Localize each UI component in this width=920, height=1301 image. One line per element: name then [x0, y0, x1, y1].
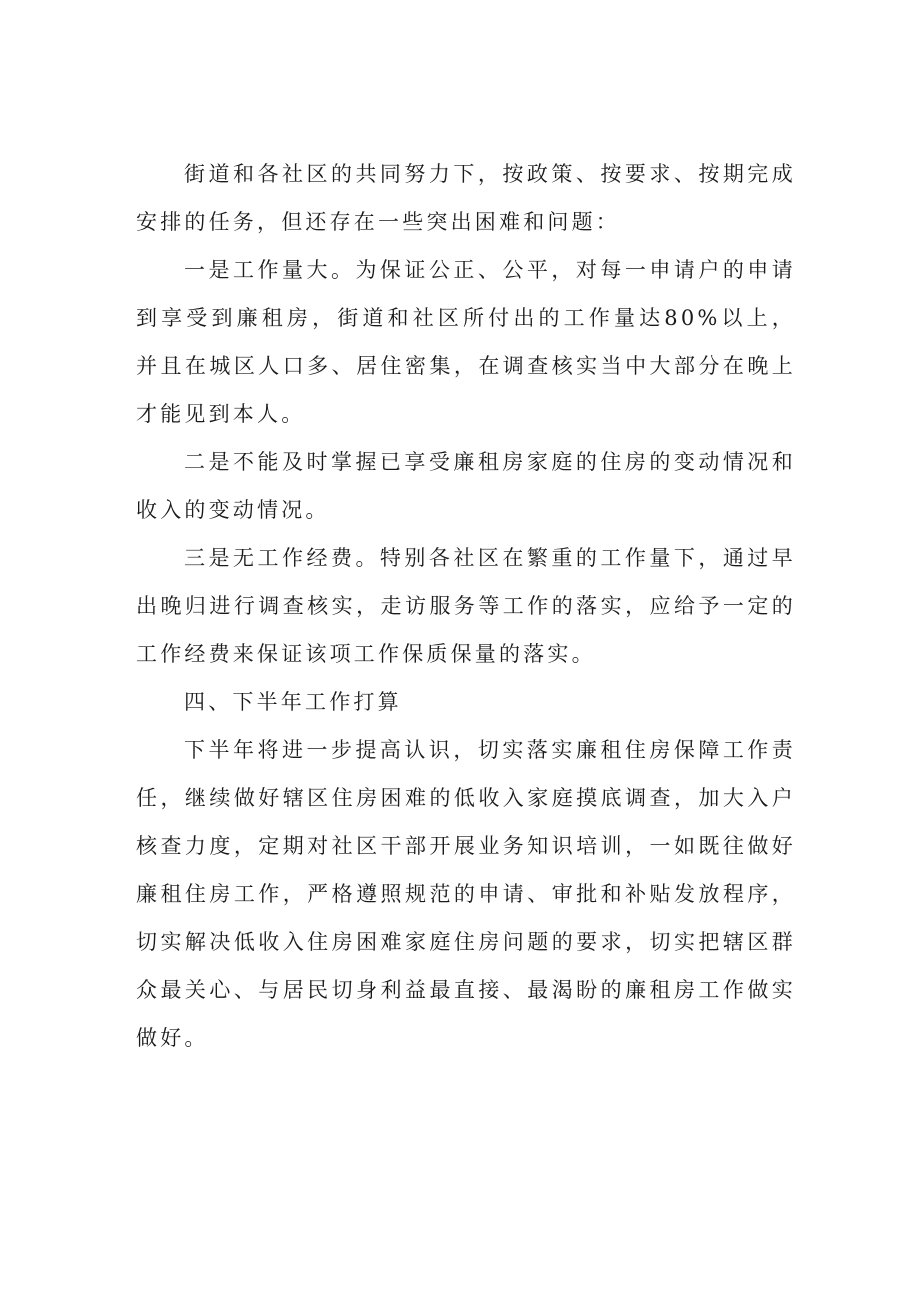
document-body — [136, 150, 796, 1062]
paragraph-second-half-plan: 下半年将进一步提高认识，切实落实廉租住房保障工作责任，继续做好辖区住房困难的低收入家庭摸底调查，加大入户核查力度，定期对社区干部开展业务知识培训，一如既往做好廉租住房工作，严格遵照规范的申请、审批和补贴发放程序，切实解决低收入住房困难家庭住房问题的要求，切实把辖区群众最关心、与居民切身利益最直接、最渴盼的廉租房工作做实做好。 — [136, 738, 796, 1050]
paragraph-no-funding: 三是无工作经费。特别各社区在繁重的工作量下，通过早出晚归进行调查核实，走访服务等工作的落实，应给予一定的工作经费来保证该项工作保质保量的落实。 — [136, 546, 796, 666]
paragraph-difficulties-intro: 街道和各社区的共同努力下，按政策、按要求、按期完成安排的任务，但还存在一些突出困难和问题： — [136, 162, 796, 234]
paragraph-housing-changes: 二是不能及时掌握已享受廉租房家庭的住房的变动情况和收入的变动情况。 — [136, 450, 796, 522]
section-heading-second-half-plan: 四、下半年工作打算 — [184, 690, 402, 714]
paragraph-workload: 一是工作量大。为保证公正、公平，对每一申请户的申请到享受到廉租房，街道和社区所付出的工作量达80%以上，并且在城区人口多、居住密集，在调查核实当中大部分在晚上才能见到本人。 — [136, 258, 796, 426]
